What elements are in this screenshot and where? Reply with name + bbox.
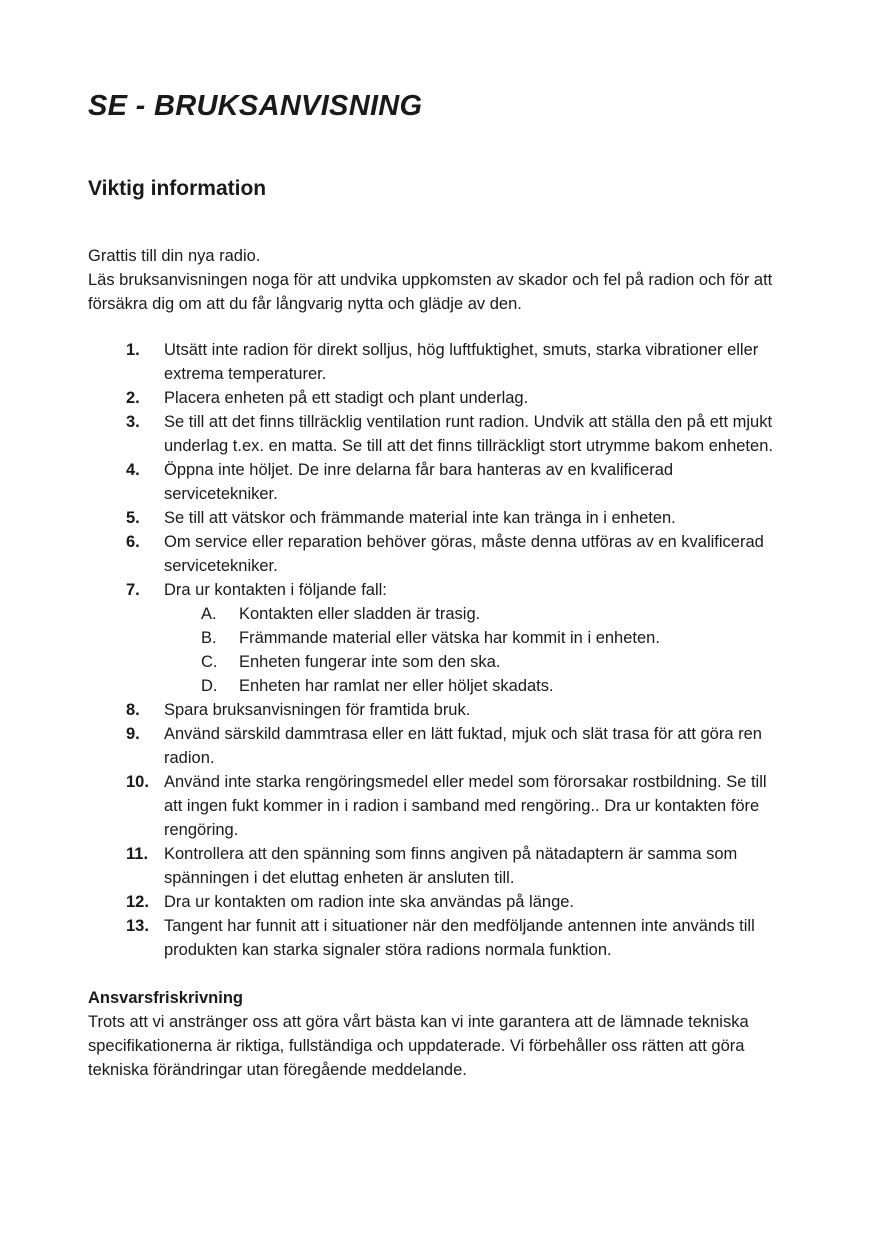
sub-item-letter: B. xyxy=(201,629,217,647)
list-item xyxy=(88,914,788,962)
list-item xyxy=(88,578,788,698)
document-title: SE - BRUKSANVISNING xyxy=(88,90,423,122)
item-number: 2. xyxy=(126,389,140,407)
sub-item-text: Främmande material eller vätska har kommit in i enheten. xyxy=(239,629,660,647)
item-number: 7. xyxy=(126,581,140,599)
list-item xyxy=(88,722,788,770)
item-text: Dra ur kontakten om radion inte ska användas på länge. xyxy=(164,893,575,911)
sub-item-letter: D. xyxy=(201,677,218,695)
item-number: 11. xyxy=(126,845,149,863)
intro-greeting: Grattis till din nya radio. xyxy=(88,247,261,265)
item-text: Använd inte starka rengöringsmedel eller medel som förorsakar rostbildning. Se till att ingen fukt kommer in i radion i samband med rengöring.. Dra ur kontakten före rengöring. xyxy=(164,773,767,839)
sub-item-text: Kontakten eller sladden är trasig. xyxy=(239,605,481,623)
disclaimer-section xyxy=(88,986,788,1082)
item-text: Om service eller reparation behöver göras, måste denna utföras av en kvalificerad servicetekniker. xyxy=(164,533,764,575)
list-item xyxy=(88,698,788,722)
list-item xyxy=(88,890,788,914)
item-number: 6. xyxy=(126,533,140,551)
list-item xyxy=(88,410,788,458)
disclaimer-title: Ansvarsfriskrivning xyxy=(88,989,243,1007)
sub-list-item xyxy=(164,602,788,626)
list-item xyxy=(88,530,788,578)
sub-list-item xyxy=(164,626,788,650)
item-text: Öppna inte höljet. De inre delarna får bara hanteras av en kvalificerad servicetekniker. xyxy=(164,461,674,503)
disclaimer-text: Trots att vi anstränger oss att göra vårt bästa kan vi inte garantera att de lämnade tekniska specifikationerna är riktiga, fullständiga och uppdaterade. Vi förbehåller oss rätten att göra tekniska förändringar utan föregående meddelande. xyxy=(88,1013,749,1079)
item-number: 9. xyxy=(126,725,140,743)
list-item xyxy=(88,842,788,890)
item-text: Se till att vätskor och främmande material inte kan tränga in i enheten. xyxy=(164,509,676,527)
sub-item-text: Enheten fungerar inte som den ska. xyxy=(239,653,501,671)
item-number: 13. xyxy=(126,917,149,935)
item-number: 1. xyxy=(126,341,140,359)
item-number: 10. xyxy=(126,773,149,791)
sub-item-letter: A. xyxy=(201,605,217,623)
sub-list-item xyxy=(164,674,788,698)
item-text: Kontrollera att den spänning som finns angiven på nätadaptern är samma som spänningen i det eluttag enheten är ansluten till. xyxy=(164,845,738,887)
sub-item-text: Enheten har ramlat ner eller höljet skadats. xyxy=(239,677,554,695)
item-text: Tangent har funnit att i situationer när den medföljande antennen inte används till produkten kan starka signaler störa radions normala funktion. xyxy=(164,917,755,959)
intro-instructions: Läs bruksanvisningen noga för att undvika uppkomsten av skador och fel på radion och för att försäkra dig om att du får långvarig nytta och glädje av den. xyxy=(88,271,773,313)
item-text: Placera enheten på ett stadigt och plant underlag. xyxy=(164,389,529,407)
item-text: Se till att det finns tillräcklig ventilation runt radion. Undvik att ställa den på ett mjukt underlag t.ex. en matta. Se till att det finns tillräckligt stort utrymme bakom enheten. xyxy=(164,413,773,455)
safety-instructions-list xyxy=(88,338,788,962)
list-item xyxy=(88,770,788,842)
list-item xyxy=(88,506,788,530)
list-item xyxy=(88,386,788,410)
intro-text xyxy=(88,244,788,316)
item-number: 12. xyxy=(126,893,149,911)
list-item xyxy=(88,458,788,506)
item-number: 4. xyxy=(126,461,140,479)
sub-list xyxy=(164,602,788,698)
sub-list-item xyxy=(164,650,788,674)
item-text: Dra ur kontakten i följande fall: xyxy=(164,581,387,599)
item-text: Spara bruksanvisningen för framtida bruk. xyxy=(164,701,471,719)
sub-item-letter: C. xyxy=(201,653,218,671)
document-page xyxy=(88,86,788,1082)
item-number: 8. xyxy=(126,701,140,719)
item-number: 5. xyxy=(126,509,140,527)
item-text: Använd särskild dammtrasa eller en lätt fuktad, mjuk och slät trasa för att göra ren radion. xyxy=(164,725,762,767)
list-item xyxy=(88,338,788,386)
section-title: Viktig information xyxy=(88,177,267,200)
item-text: Utsätt inte radion för direkt solljus, hög luftfuktighet, smuts, starka vibrationer eller extrema temperaturer. xyxy=(164,341,759,383)
item-number: 3. xyxy=(126,413,140,431)
